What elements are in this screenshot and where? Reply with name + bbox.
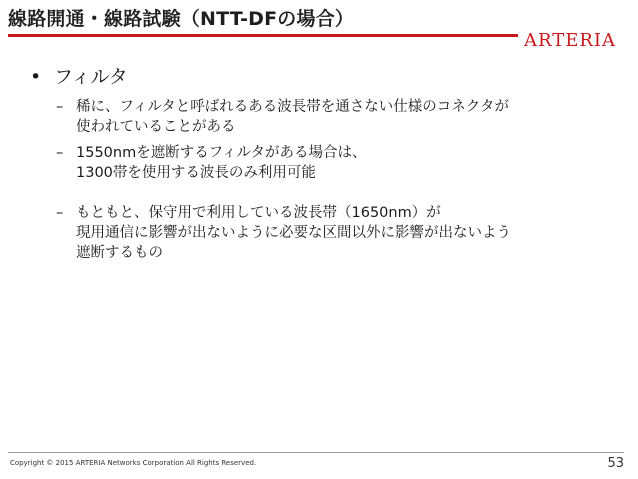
sub-item-line: 現用通信に影響が出ないように必要な区間以外に影響が出ないよう [76, 225, 511, 241]
sub-item-text [76, 143, 620, 183]
page-number: 53 [607, 456, 624, 471]
sub-item-line: 遮断するもの [76, 245, 163, 261]
sub-item-line: 稀に、フィルタと呼ばれるある波長帯を通さない仕様のコネクタが [76, 99, 509, 115]
slide-title: 線路開通・線路試験（NTT-DFの場合） [8, 8, 355, 30]
copyright-notice: Copyright © 2015 ARTERIA Networks Corporation All Rights Reserved. [10, 459, 257, 467]
slide-content [30, 62, 620, 263]
sub-item-line: 使われていることがある [76, 119, 236, 135]
footer-divider [8, 452, 624, 453]
sub-item-line: もともと、保守用で利用している波長帯（1650nm）が [76, 205, 441, 221]
sub-item-dash: – [56, 205, 64, 221]
bullet-label: フィルタ [54, 66, 128, 88]
sub-item-dash: – [56, 99, 64, 115]
sub-item-2 [56, 143, 620, 183]
title-underline [8, 34, 518, 37]
sub-item-text [76, 97, 620, 137]
sub-item-dash: – [56, 145, 64, 161]
sub-item-text [76, 203, 620, 263]
sub-item-line: 1300帯を使用する波長のみ利用可能 [76, 165, 316, 181]
bullet-dot: • [30, 66, 42, 88]
sub-item-line: 1550nmを遮断するフィルタがある場合は、 [76, 145, 367, 161]
arteria-logo: ARTERIA [524, 30, 617, 51]
sub-item-1 [56, 97, 620, 137]
bullet-filter [30, 62, 620, 89]
sub-item-3 [56, 203, 620, 263]
